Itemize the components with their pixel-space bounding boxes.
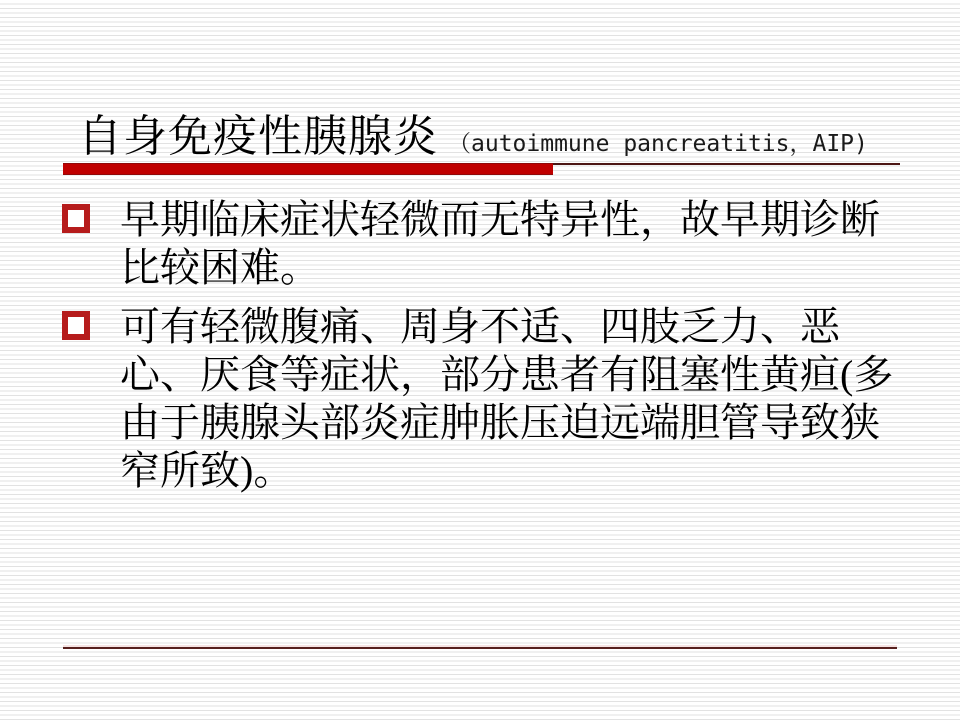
title-divider-bar [63,163,553,175]
bullet-text: 早期临床症状轻微而无特异性，故早期诊断比较困难。 [120,197,880,290]
slide-title-english: （autoimmune pancreatitis，AIP) [448,131,868,157]
list-item [62,196,907,292]
footer-divider-line [63,647,897,649]
bullet-square-icon [62,311,90,340]
bullet-text: 可有轻微腹痛、周身不适、四肢乏力、恶心、厌食等症状，部分患者有阻塞性黄疸(多由于胰腺头部炎症肿胀压迫远端胆管导致狭窄所致)。 [120,304,894,493]
list-item [62,303,907,495]
title-divider [63,163,900,175]
slide-title-chinese: 自身免疫性胰腺炎 [78,112,438,161]
slide-title [78,100,868,164]
bullet-square-icon [62,204,90,233]
title-divider-thin-line [553,163,900,165]
slide-body [62,196,907,506]
